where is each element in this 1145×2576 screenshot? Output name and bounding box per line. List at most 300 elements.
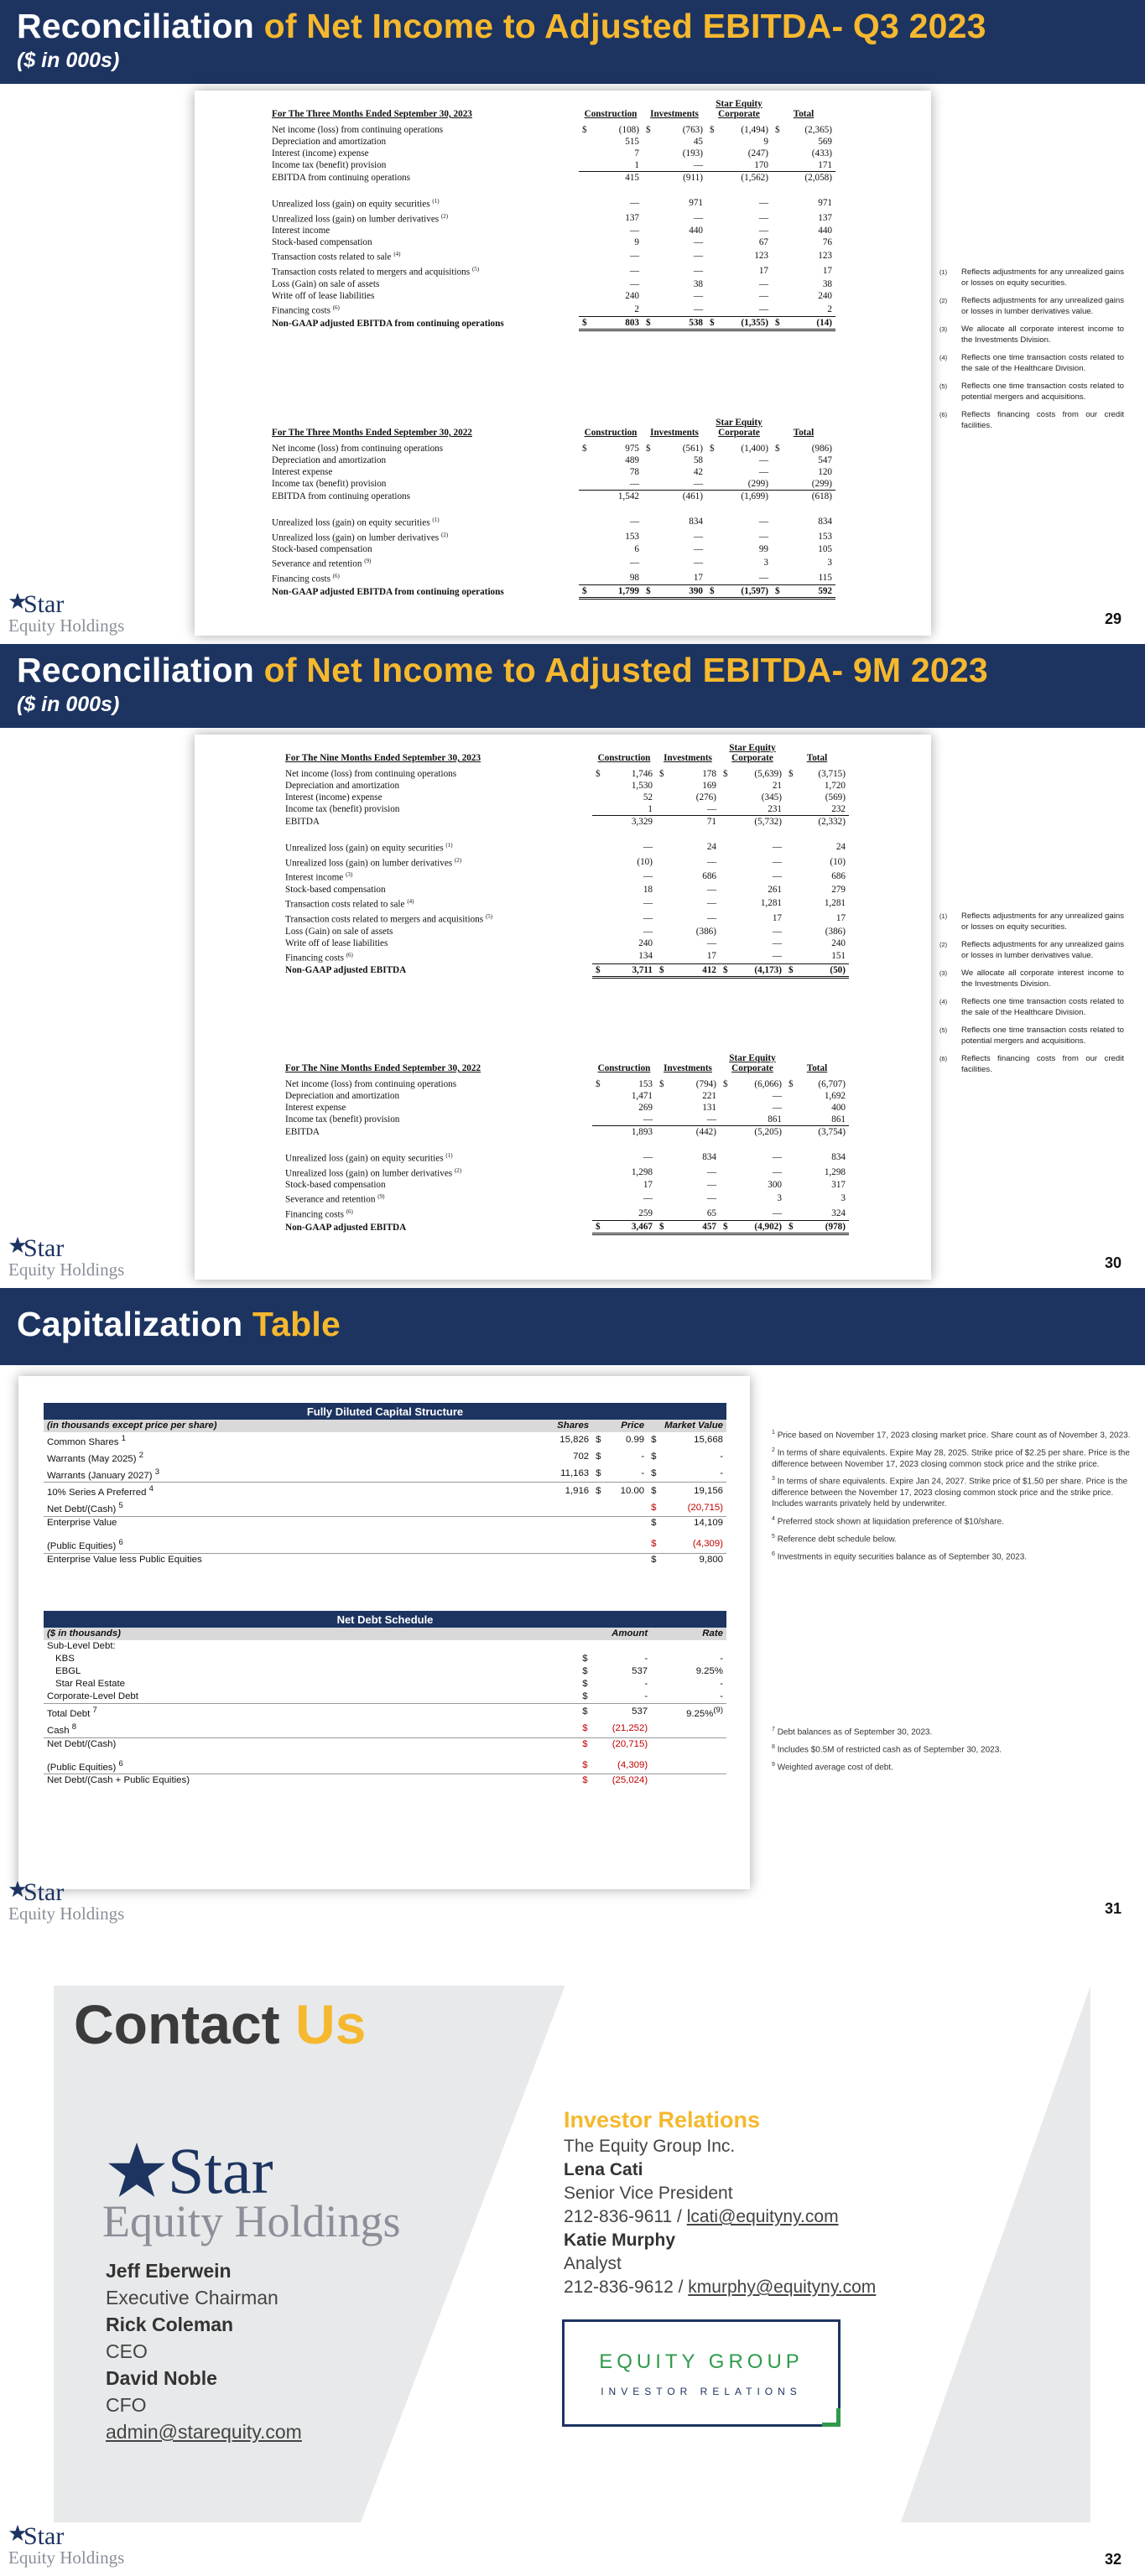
- currency-sign: [592, 839, 604, 854]
- cell-value: 300: [768, 1180, 782, 1191]
- rate-value: 9.25%: [686, 1708, 714, 1719]
- cell-value: 58: [693, 455, 703, 465]
- footnotes: [939, 267, 1124, 438]
- footnote-key: 6: [772, 1550, 775, 1557]
- footnote: [772, 1514, 1141, 1528]
- footnote: [939, 295, 1124, 317]
- currency-sign: [592, 1150, 604, 1165]
- footnote-key: (5): [939, 1026, 948, 1034]
- cell-value: 17: [822, 266, 832, 277]
- column-header: Construction: [597, 753, 651, 763]
- currency-sign: $: [582, 1666, 588, 1676]
- currency-sign: [706, 263, 718, 278]
- table-row: [268, 278, 835, 290]
- table-row: [282, 1150, 849, 1165]
- row-label: Non-GAAP adjusted EBITDA from continuing operations: [272, 318, 504, 329]
- currency-sign: [579, 302, 591, 317]
- footnote: [939, 409, 1124, 431]
- cell-value: 99: [758, 544, 768, 555]
- cell-value: 440: [689, 226, 703, 236]
- currency-sign: [772, 278, 783, 290]
- currency-sign: $: [579, 317, 591, 330]
- market-value: 9,800: [661, 1553, 726, 1566]
- currency-sign: [706, 514, 718, 529]
- currency-sign: [656, 780, 668, 792]
- table-row: [44, 1690, 726, 1704]
- footnote-text: Includes $0.5M of restricted cash as of September 30, 2023.: [777, 1745, 1002, 1755]
- cell-value: (986): [811, 444, 832, 454]
- cell-value: 400: [831, 1103, 846, 1113]
- cell-value: (247): [747, 148, 768, 158]
- cell-value: (2,365): [804, 125, 832, 135]
- cell-value: (14): [783, 317, 835, 330]
- cell-value: —: [772, 1091, 782, 1101]
- currency-sign: $: [579, 1737, 592, 1751]
- currency-sign: [720, 949, 731, 964]
- currency-sign: [772, 466, 783, 478]
- currency-sign: $: [592, 1221, 604, 1234]
- cell-value: 803: [591, 317, 643, 330]
- currency-sign: [772, 454, 783, 466]
- column-header: Investments: [650, 428, 699, 438]
- table-row: [282, 1191, 849, 1206]
- row-label: Transaction costs related to sale: [272, 252, 392, 263]
- row-label: Depreciation and amortization: [272, 455, 387, 465]
- currency-sign: [579, 529, 591, 544]
- row-label: Write off of lease liabilities: [272, 290, 375, 301]
- price-value: [606, 1553, 648, 1566]
- currency-sign: [643, 195, 654, 210]
- footnote: [772, 1724, 1141, 1738]
- market-value: -: [720, 1467, 723, 1478]
- cell-value: 1,720: [824, 781, 846, 791]
- currency-sign: [643, 278, 654, 290]
- row-label: Net income (loss) from continuing operations: [285, 1079, 457, 1089]
- amount-value: (25,024): [592, 1774, 651, 1788]
- table-row: [268, 172, 835, 184]
- cell-value: —: [693, 290, 703, 301]
- currency-sign: [579, 570, 591, 585]
- person-name: David Noble: [106, 2367, 217, 2389]
- row-label: Net income (loss) from continuing operations: [272, 444, 444, 454]
- cell-value: 151: [797, 949, 849, 964]
- cell-value: 9: [634, 237, 639, 248]
- cell-value: —: [693, 212, 703, 223]
- slide-q3-reconciliation: [0, 0, 1145, 644]
- cell-value: —: [668, 803, 720, 816]
- cell-value: 412: [668, 963, 720, 977]
- cell-value: 3: [827, 558, 832, 569]
- cell-value: —: [706, 912, 716, 923]
- currency-sign: [706, 148, 718, 159]
- cell-value: 261: [768, 885, 782, 896]
- currency-sign: [656, 1150, 668, 1165]
- table-row: [268, 317, 835, 330]
- currency-sign: [772, 172, 783, 184]
- cell-value: —: [643, 1193, 653, 1204]
- footnote-key: (3): [939, 969, 948, 977]
- page-number: 32: [1104, 2551, 1122, 2568]
- footnote-text: Reflects financing costs from our credit facilities.: [961, 1054, 1124, 1074]
- table-title: Net Debt Schedule: [44, 1611, 726, 1628]
- footnote-marker: (9): [713, 1706, 723, 1715]
- currency-sign: $: [648, 1516, 661, 1530]
- currency-sign: $: [651, 1539, 657, 1550]
- footnote-text: Reflects adjustments for any unrealized gains or losses in lumber derivatives value.: [961, 940, 1124, 960]
- currency-sign: [785, 780, 797, 792]
- row-label: EBITDA: [285, 1126, 320, 1137]
- currency-sign: [656, 949, 668, 964]
- row-label: Corporate-Level Debt: [47, 1691, 138, 1701]
- shares-value: 15,826: [559, 1435, 590, 1446]
- currency-sign: $: [723, 1079, 728, 1089]
- footnote-key: (1): [939, 912, 948, 920]
- cell-value: 440: [818, 226, 832, 236]
- cell-value: 123: [818, 251, 832, 262]
- currency-sign: [720, 926, 731, 937]
- table-row: [268, 225, 835, 236]
- ir-email-link[interactable]: kmurphy@equityny.com: [688, 2277, 877, 2297]
- footnote: [772, 1549, 1141, 1563]
- currency-sign: [579, 491, 591, 503]
- table-row: [268, 585, 835, 599]
- ir-firm: The Equity Group Inc.: [564, 2137, 736, 2156]
- footnote-text: Reflects one time transaction costs related to the sale of the Healthcare Division.: [961, 353, 1124, 373]
- cell-value: (10): [637, 856, 653, 867]
- table-row: [268, 195, 835, 210]
- cell-value: 137: [818, 212, 832, 223]
- debt-footnotes: [772, 1724, 1141, 1776]
- currency-sign: $: [579, 1774, 592, 1788]
- currency-sign: [592, 792, 604, 803]
- currency-sign: [579, 263, 591, 278]
- market-value: (4,309): [692, 1539, 723, 1550]
- footnotes: [939, 911, 1124, 1082]
- cell-value: 171: [783, 159, 835, 172]
- currency-sign: $: [596, 1467, 601, 1478]
- title-banner: [0, 1288, 1145, 1365]
- currency-sign: [772, 248, 783, 263]
- currency-sign: $: [648, 1483, 661, 1499]
- cell-value: 1,746: [631, 769, 653, 779]
- row-label: Stock-based compensation: [285, 885, 386, 896]
- currency-sign: $: [659, 1079, 664, 1089]
- amount-value: (21,252): [612, 1723, 648, 1734]
- cell-value: 515: [625, 137, 639, 147]
- row-label: Interest income: [285, 873, 344, 884]
- currency-sign: [720, 792, 731, 803]
- currency-sign: [592, 896, 604, 911]
- cell-value: 1,298: [631, 1166, 653, 1177]
- cell-value: (794): [695, 1079, 716, 1089]
- currency-sign: [785, 949, 797, 964]
- company-email-link[interactable]: admin@starequity.com: [106, 2421, 302, 2443]
- table-row: [282, 949, 849, 964]
- currency-sign: [772, 478, 783, 491]
- table-row: [282, 911, 849, 926]
- currency-sign: [785, 1191, 797, 1206]
- currency-sign: [592, 1206, 604, 1221]
- ir-contact-role: Analyst: [564, 2254, 622, 2273]
- row-label: Unrealized loss (gain) on lumber derivatives: [272, 532, 440, 543]
- table-row: [44, 1721, 726, 1737]
- currency-sign: [706, 290, 718, 302]
- row-label: Unrealized loss (gain) on lumber derivatives: [285, 858, 453, 869]
- table-row: [44, 1516, 726, 1530]
- cell-value: 232: [797, 803, 849, 816]
- cell-value: 137: [625, 212, 639, 223]
- cell-value: (299): [783, 478, 835, 491]
- ir-contact-role: Senior Vice President: [564, 2184, 733, 2203]
- footnote: [939, 996, 1124, 1018]
- cell-value: —: [772, 1166, 782, 1177]
- slide-9m-reconciliation: [0, 644, 1145, 1288]
- footnote-key: 5: [772, 1533, 775, 1540]
- currency-sign: $: [651, 1452, 657, 1462]
- footnote-text: We allocate all corporate interest income to the Investments Division.: [961, 325, 1124, 345]
- table-row: [282, 839, 849, 854]
- cell-value: —: [758, 197, 768, 208]
- cell-value: 834: [818, 516, 832, 527]
- row-label: Interest expense: [285, 1103, 346, 1113]
- footnote: [939, 968, 1124, 989]
- footnote-marker: (9): [377, 1193, 385, 1201]
- table-row: [268, 454, 835, 466]
- cell-value: 489: [625, 455, 639, 465]
- cell-value: 1,281: [824, 898, 846, 909]
- cell-value: —: [706, 898, 716, 909]
- currency-sign: [785, 869, 797, 884]
- currency-sign: $: [596, 1435, 601, 1446]
- cell-value: 65: [668, 1206, 720, 1221]
- row-label: Loss (Gain) on sale of assets: [272, 278, 380, 289]
- footnote-key: 8: [772, 1743, 775, 1750]
- currency-sign: [579, 248, 591, 263]
- amount-value: [592, 1640, 651, 1653]
- currency-sign: [643, 570, 654, 585]
- currency-sign: [643, 543, 654, 555]
- cell-value: —: [643, 841, 653, 852]
- cell-value: —: [718, 302, 772, 317]
- cell-value: —: [772, 926, 782, 937]
- amount-value: 537: [592, 1704, 651, 1721]
- currency-sign: $: [775, 444, 780, 454]
- table-row: [282, 792, 849, 803]
- cell-value: —: [706, 1166, 716, 1177]
- rate-value: -: [720, 1654, 723, 1664]
- footnote: [772, 1531, 1141, 1545]
- cell-value: (6,066): [754, 1079, 782, 1089]
- currency-sign: $: [579, 1704, 592, 1721]
- cell-value: 592: [783, 585, 835, 599]
- column-header: Construction: [584, 109, 638, 119]
- currency-sign: [706, 302, 718, 317]
- recon-table-2023: [282, 743, 849, 979]
- slide-title: Reconciliation of Net Income to Adjusted EBITDA- Q3 2023: [17, 7, 986, 45]
- market-value: -: [720, 1452, 723, 1462]
- currency-sign: [656, 884, 668, 896]
- currency-sign: [706, 491, 718, 503]
- row-label: EBITDA from continuing operations: [272, 491, 410, 501]
- table-row: [268, 136, 835, 148]
- footnote-marker: 8: [71, 1722, 77, 1732]
- currency-sign: [643, 478, 654, 491]
- footnote-key: (2): [939, 941, 948, 948]
- currency-sign: [706, 225, 718, 236]
- currency-sign: [656, 896, 668, 911]
- row-label: Income tax (benefit) provision: [272, 479, 387, 490]
- currency-sign: [720, 911, 731, 926]
- cell-value: 1,542: [617, 491, 639, 501]
- currency-sign: [785, 854, 797, 870]
- footnote-marker: (6): [332, 573, 340, 580]
- price-value: 0.99: [625, 1435, 645, 1446]
- currency-sign: [706, 195, 718, 210]
- cell-value: 115: [783, 570, 835, 585]
- currency-sign: [592, 911, 604, 926]
- currency-sign: [772, 263, 783, 278]
- currency-sign: $: [579, 585, 591, 599]
- cell-value: —: [629, 278, 639, 289]
- cell-value: 6: [634, 544, 639, 555]
- footnote: [772, 1742, 1141, 1756]
- cell-value: —: [772, 871, 782, 882]
- currency-sign: $: [582, 1723, 588, 1734]
- footnote-key: 2: [772, 1446, 775, 1453]
- footnote: [939, 939, 1124, 961]
- cell-value: 240: [818, 290, 832, 301]
- table-row: [282, 1090, 849, 1102]
- ir-email-link[interactable]: lcati@equityny.com: [686, 2207, 839, 2226]
- cell-value: 9: [763, 137, 768, 147]
- currency-sign: $: [592, 1483, 606, 1499]
- currency-sign: [656, 816, 668, 828]
- currency-sign: [785, 896, 797, 911]
- footnote-text: Price based on November 17, 2023 closing market price. Share count as of November 3, 2023.: [777, 1431, 1131, 1441]
- currency-sign: $: [582, 1654, 588, 1664]
- slide-subtitle: ($ in 000s): [17, 49, 120, 72]
- footnote-marker: 2: [138, 1450, 144, 1460]
- cell-value: —: [643, 1151, 653, 1162]
- investor-relations: [564, 2108, 876, 2299]
- cell-value: —: [731, 1206, 785, 1221]
- row-label: Common Shares: [47, 1436, 119, 1447]
- currency-sign: [785, 937, 797, 949]
- column-header: Amount: [592, 1628, 651, 1640]
- currency-sign: [592, 937, 604, 949]
- cell-value: —: [706, 856, 716, 867]
- row-label: KBS: [55, 1654, 75, 1664]
- table-row: [44, 1737, 726, 1751]
- cell-value: 1: [591, 159, 643, 172]
- footnote-marker: 4: [148, 1484, 154, 1494]
- cell-value: 240: [831, 937, 846, 948]
- table-row: [282, 1206, 849, 1221]
- currency-sign: [592, 1126, 604, 1139]
- currency-sign: [643, 148, 654, 159]
- cell-value: 240: [625, 290, 639, 301]
- row-label: Cash: [47, 1725, 70, 1736]
- cell-value: 686: [702, 871, 716, 882]
- market-value: (20,715): [687, 1502, 723, 1513]
- table-row: [44, 1530, 726, 1536]
- cell-value: 415: [625, 173, 639, 183]
- table-row: [282, 780, 849, 792]
- table-heading: For The Nine Months Ended September 30, 2022: [285, 1063, 481, 1073]
- row-label: Enterprise Value: [47, 1517, 117, 1528]
- cell-value: 170: [718, 159, 772, 172]
- cell-value: 98: [591, 570, 643, 585]
- footnote-text: We allocate all corporate interest income to the Investments Division.: [961, 969, 1124, 989]
- currency-sign: [592, 1536, 606, 1553]
- slide-title: Capitalization Table: [17, 1305, 341, 1343]
- currency-sign: [720, 1165, 731, 1180]
- star-equity-logo-large: Star Equity Holdings: [102, 2134, 401, 2246]
- footnote-text: Reflects financing costs from our credit facilities.: [961, 410, 1124, 430]
- cell-value: 169: [702, 781, 716, 791]
- column-header: Construction: [584, 428, 638, 438]
- currency-sign: [706, 466, 718, 478]
- footnote-text: Preferred stock shown at liquidation preference of $10/share.: [777, 1517, 1004, 1527]
- currency-sign: [772, 148, 783, 159]
- currency-sign: [772, 491, 783, 503]
- currency-sign: $: [582, 1759, 588, 1770]
- row-label: EBITDA from continuing operations: [272, 172, 410, 183]
- currency-sign: [772, 210, 783, 226]
- currency-sign: $: [772, 585, 783, 599]
- currency-sign: [592, 1191, 604, 1206]
- cell-value: —: [643, 926, 653, 937]
- currency-sign: [643, 529, 654, 544]
- cell-value: —: [629, 558, 639, 569]
- cell-value: 324: [797, 1206, 849, 1221]
- currency-sign: [579, 195, 591, 210]
- currency-sign: [656, 839, 668, 854]
- row-label: Depreciation and amortization: [285, 781, 400, 791]
- footnote: [939, 324, 1124, 345]
- currency-sign: [785, 1126, 797, 1139]
- currency-sign: [706, 478, 718, 491]
- currency-sign: [643, 302, 654, 317]
- footnote-text: Reference debt schedule below.: [777, 1535, 898, 1545]
- currency-sign: [720, 803, 731, 816]
- currency-sign: [772, 159, 783, 172]
- table-row: [44, 1665, 726, 1678]
- currency-sign: [592, 1114, 604, 1126]
- column-header: Star Equity Corporate: [716, 418, 762, 438]
- footnote-key: 3: [772, 1476, 775, 1483]
- currency-sign: $: [596, 769, 601, 779]
- table-row: [268, 514, 835, 529]
- cell-value: (345): [761, 792, 782, 802]
- row-label: Total Debt: [47, 1708, 91, 1719]
- currency-sign: $: [656, 1221, 668, 1234]
- column-header: Star Equity Corporate: [716, 99, 762, 119]
- cell-value: —: [643, 898, 653, 909]
- currency-sign: [772, 543, 783, 555]
- cell-value: 71: [706, 817, 716, 827]
- table-row: [44, 1449, 726, 1466]
- currency-sign: $: [720, 1221, 731, 1234]
- table-row: [282, 828, 849, 839]
- table-row: [44, 1432, 726, 1449]
- footnote-text: Reflects one time transaction costs related to potential mergers and acquisitions.: [961, 1026, 1124, 1046]
- currency-sign: $: [659, 769, 664, 779]
- ir-contact-name: Katie Murphy: [564, 2231, 676, 2250]
- currency-sign: [720, 1126, 731, 1139]
- footnote: [772, 1473, 1141, 1510]
- cell-value: (50): [797, 963, 849, 977]
